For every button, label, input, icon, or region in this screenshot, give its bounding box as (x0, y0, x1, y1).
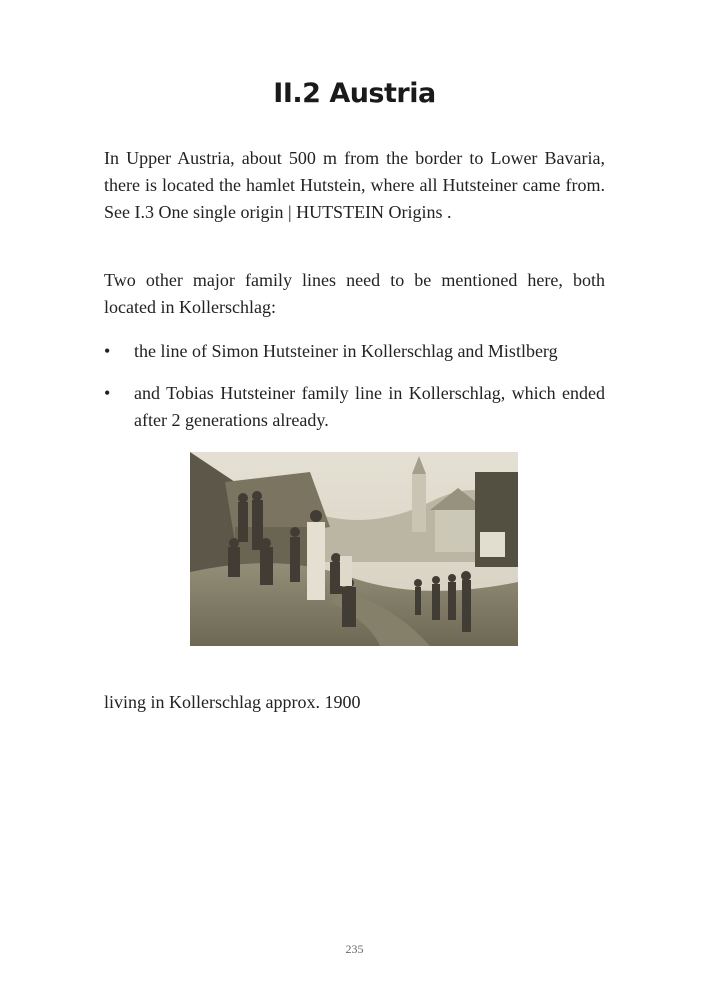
page-number: 235 (345, 942, 364, 956)
bullet-list-1 (104, 338, 605, 365)
bullet-list-2 (104, 380, 605, 434)
list-item-text: the line of Simon Hutsteiner in Kollerschlag and Mistlberg (134, 341, 558, 361)
family-lines-paragraph: Two other major family lines need to be mentioned here, both located in Kollerschlag: (104, 270, 605, 317)
list-item (104, 338, 605, 365)
photo-caption: living in Kollerschlag approx. 1900 (104, 692, 361, 712)
intro-paragraph: In Upper Austria, about 500 m from the border to Lower Bavaria, there is located the hamlet Hutstein, where all Hutsteiner came from. See I.3 One single origin | HUTSTEIN Origins . (104, 148, 605, 222)
page-title: II.2 Austria (273, 78, 436, 109)
list-item-text: and Tobias Hutsteiner family line in Kollerschlag, which ended after 2 generations already. (134, 383, 605, 430)
list-item (104, 380, 605, 434)
bullet-icon: • (104, 383, 111, 403)
historic-village-photo (190, 452, 518, 646)
bullet-icon: • (104, 341, 111, 361)
